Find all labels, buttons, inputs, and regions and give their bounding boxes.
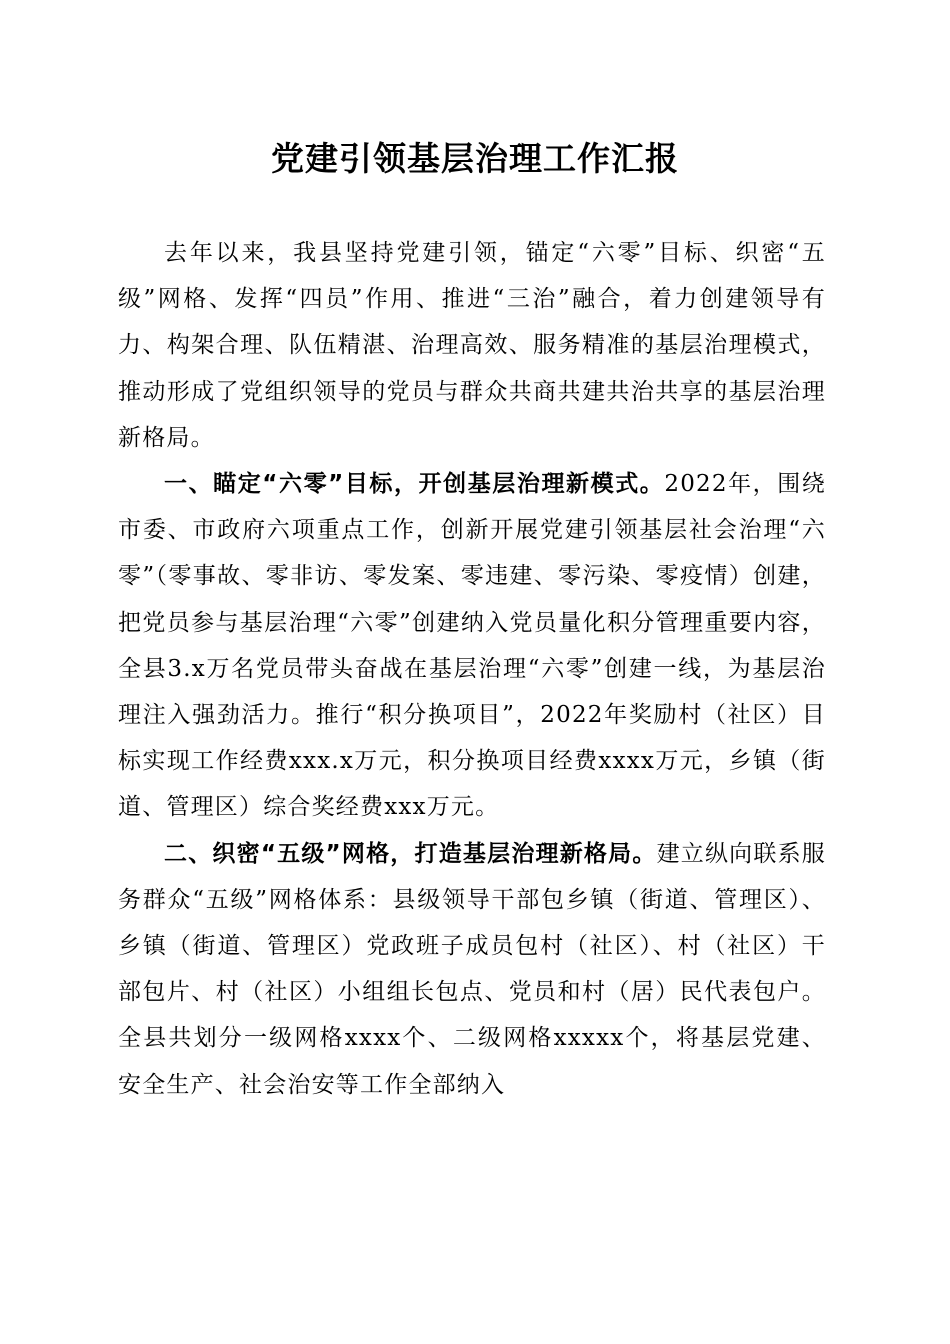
section-paragraph-1 xyxy=(118,461,826,831)
section-paragraph-2 xyxy=(118,831,826,1108)
section-text-2: 建立纵向联系服务群众“五级”网格体系：县级领导干部包乡镇（街道、管理区）、乡镇（街道、管理区）党政班子成员包村（社区）、村（社区）干部包片、村（社区）小组组长包点、党员和村（居）民代表包户。全县共划分一级网格xxxx个、二级网格xxxxx个，将基层党建、安全生产、社会治安等工作全部纳入 xyxy=(118,840,826,1098)
section-heading-2: 二、织密“五级”网格，打造基层治理新格局。 xyxy=(164,840,657,867)
section-text-1: 2022年，围绕市委、市政府六项重点工作，创新开展党建引领基层社会治理“六零”（零事故、零非访、零发案、零违建、零污染、零疫情）创建，把党员参与基层治理“六零”创建纳入党员量化积分管理重要内容，全县3.x万名党员带头奋战在基层治理“六零”创建一线，为基层治理注入强劲活力。推行“积分换项目”，2022年奖励村（社区）目标实现工作经费xxx.x万元，积分换项目经费xxxx万元，乡镇（街道、管理区）综合奖经费xxx万元。 xyxy=(118,471,827,821)
section-heading-1: 一、瞄定“六零”目标，开创基层治理新模式。 xyxy=(164,471,665,498)
document-title: 党建引领基层治理工作汇报 xyxy=(271,139,679,178)
intro-paragraph: 去年以来，我县坚持党建引领，锚定“六零”目标、织密“五级”网格、发挥“四员”作用、推进“三治”融合，着力创建领导有力、构架合理、队伍精湛、治理高效、服务精准的基层治理模式，推动形成了党组织领导的党员与群众共商共建共治共享的基层治理新格局。 xyxy=(118,240,826,451)
document-body xyxy=(118,230,826,1108)
